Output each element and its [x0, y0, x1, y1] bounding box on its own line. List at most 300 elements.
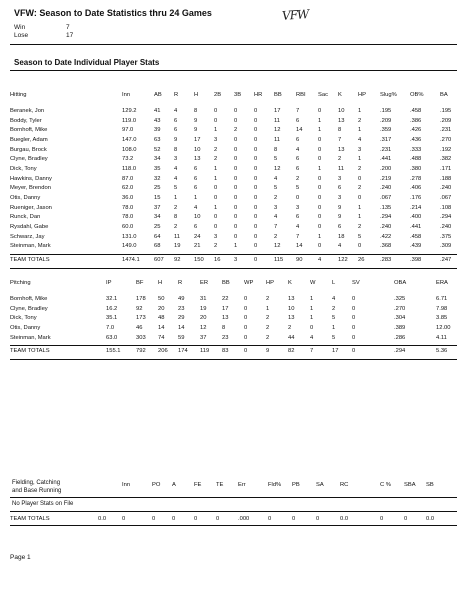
pitching-player-row	[10, 294, 460, 304]
stat-cell: 5	[274, 185, 278, 192]
stat-cell: 1	[310, 295, 314, 302]
stat-cell: 2B	[214, 92, 222, 98]
pitching-end-divider	[10, 359, 457, 360]
row-label: Rysdahl, Gabe	[10, 224, 49, 231]
stat-cell: IP	[106, 280, 112, 286]
stat-cell: 7	[310, 348, 314, 355]
stat-cell: HP	[266, 280, 275, 286]
stat-cell: 21	[194, 243, 201, 250]
stat-cell: 792	[136, 348, 146, 355]
stat-cell: 35	[154, 165, 161, 172]
stat-cell: C %	[380, 482, 391, 488]
stat-cell: 31	[200, 295, 207, 302]
stat-cell: BF	[136, 280, 144, 286]
stat-cell: 11	[274, 136, 281, 143]
stat-cell: .458	[410, 233, 422, 240]
hitting-totals-divider	[10, 254, 457, 255]
stat-cell: 6	[296, 165, 300, 172]
stat-cell: 10	[338, 107, 345, 114]
stat-cell: ERA	[436, 280, 448, 286]
stat-cell: 0.0	[426, 515, 435, 522]
stat-cell: 32.1	[106, 295, 118, 302]
stat-cell: 13	[194, 156, 201, 163]
stat-cell: .278	[410, 175, 422, 182]
stat-cell: 1	[358, 107, 362, 114]
hitting-player-row	[10, 242, 460, 252]
stat-cell: .386	[410, 117, 422, 124]
hitting-player-row	[10, 154, 460, 164]
stat-cell: .135	[380, 204, 392, 211]
stat-cell: 0	[244, 334, 248, 341]
stat-cell: 2	[214, 243, 218, 250]
hitting-player-row	[10, 222, 460, 232]
stat-cell: R	[174, 92, 179, 98]
report-title: VFW: Season to Date Statistics thru 24 Games	[14, 8, 212, 18]
stat-cell: 83	[222, 348, 229, 355]
stat-cell: 4	[174, 107, 178, 114]
stat-cell: 0	[358, 195, 362, 202]
stat-cell: 48	[158, 315, 165, 322]
stat-cell: 2	[214, 156, 218, 163]
stat-cell: 7	[296, 233, 300, 240]
stat-cell: BB	[222, 280, 230, 286]
stat-cell: 0	[214, 117, 218, 124]
stat-cell: .304	[394, 315, 406, 322]
stat-cell: SBA	[404, 482, 416, 488]
pitching-header-row	[10, 276, 460, 290]
stat-cell: 0	[352, 334, 356, 341]
stat-cell: 0	[244, 315, 248, 322]
stat-cell: 0	[404, 515, 408, 522]
stat-cell: .286	[394, 334, 406, 341]
row-label: Schwarz, Jay	[10, 233, 45, 240]
stat-cell: 0	[318, 175, 322, 182]
stat-cell: 2	[266, 324, 270, 331]
row-label: Boddy, Tyler	[10, 117, 42, 124]
stat-cell: 9	[266, 348, 270, 355]
stat-cell: 0	[234, 204, 238, 211]
stat-cell: 0	[254, 224, 258, 231]
stat-cell: 87.0	[122, 175, 134, 182]
stat-cell: 1	[318, 127, 322, 134]
stat-cell: 108.0	[122, 146, 137, 153]
stat-cell: 25	[154, 185, 161, 192]
stat-cell: 3.85	[436, 315, 448, 322]
hitting-player-row	[10, 135, 460, 145]
row-label: Bornhoft, Mike	[10, 295, 48, 302]
stat-cell: 8	[194, 107, 198, 114]
stat-cell: 0	[352, 348, 356, 355]
stat-cell: BA	[440, 92, 448, 98]
fielding-end-divider	[10, 525, 457, 526]
stat-cell: HR	[254, 92, 263, 98]
stat-cell: .382	[440, 156, 452, 163]
row-label: Hawkins, Danny	[10, 175, 52, 182]
stat-cell: 6	[296, 117, 300, 124]
stat-cell: 0	[234, 185, 238, 192]
hitting-player-row	[10, 174, 460, 184]
stat-cell: 52	[154, 146, 161, 153]
stat-cell: 0	[254, 185, 258, 192]
stat-cell: 15	[154, 195, 161, 202]
stat-cell: HP	[358, 92, 367, 98]
stat-cell: 1	[174, 195, 178, 202]
stat-cell: .488	[410, 156, 422, 163]
stat-cell: 0	[172, 515, 176, 522]
stat-cell: .439	[410, 243, 422, 250]
hitting-end-divider	[10, 268, 457, 269]
stat-cell: 4	[358, 136, 362, 143]
stat-cell: 6	[194, 175, 198, 182]
stat-cell: .333	[410, 146, 422, 153]
stat-cell: 1	[266, 305, 270, 312]
stat-cell: AB	[154, 92, 162, 98]
stat-cell: 7	[274, 224, 278, 231]
stat-cell: 0	[234, 195, 238, 202]
stat-cell: .176	[410, 195, 422, 202]
stat-cell: 11	[338, 165, 345, 172]
stat-cell: 0	[234, 175, 238, 182]
stat-cell: .406	[410, 185, 422, 192]
stat-cell: K	[288, 280, 292, 286]
stat-cell: 0.0	[340, 515, 349, 522]
stat-cell: 4	[174, 175, 178, 182]
stat-cell: 5	[358, 233, 362, 240]
row-label: Otis, Danny	[10, 195, 41, 202]
stat-cell: 0	[318, 156, 322, 163]
stat-cell: 3	[214, 136, 218, 143]
stat-cell: 1	[310, 315, 314, 322]
row-label: Buegler, Adam	[10, 136, 48, 143]
stat-cell: 0	[358, 175, 362, 182]
stat-cell: 78.0	[122, 204, 134, 211]
stat-cell: 46	[136, 324, 143, 331]
stat-cell: .426	[410, 127, 422, 134]
stat-cell: 0	[254, 165, 258, 172]
stat-cell: 16	[214, 257, 221, 264]
stat-cell: 1	[194, 195, 198, 202]
stat-cell: .240	[440, 185, 452, 192]
stat-cell: 32	[154, 175, 161, 182]
row-label: Steinman, Mark	[10, 243, 51, 250]
stat-cell: 0	[194, 515, 198, 522]
stat-cell: 41	[154, 107, 161, 114]
stat-cell: 178	[136, 295, 146, 302]
stat-cell: 90	[296, 257, 303, 264]
fielding-header-row	[10, 480, 460, 490]
stat-cell: .195	[380, 107, 392, 114]
stat-cell: 17	[274, 107, 281, 114]
stat-cell: 0	[254, 195, 258, 202]
fielding-totals-values	[10, 514, 460, 524]
row-label: TEAM TOTALS	[10, 348, 50, 355]
stat-cell: 0	[214, 214, 218, 221]
stat-cell: SA	[316, 482, 324, 488]
stat-cell: 0	[254, 146, 258, 153]
row-label	[10, 480, 122, 490]
stat-cell: .209	[440, 117, 452, 124]
stat-cell: 0	[318, 243, 322, 250]
stat-cell: 50	[158, 295, 165, 302]
stat-cell: 1	[358, 204, 362, 211]
hitting-player-row	[10, 145, 460, 155]
stat-cell: 35.1	[106, 315, 118, 322]
stat-cell: 24	[194, 233, 201, 240]
stat-cell: 4	[174, 165, 178, 172]
stat-cell: .067	[380, 195, 392, 202]
stat-cell: Fld%	[268, 482, 282, 488]
stat-cell: 7.0	[106, 324, 115, 331]
stat-cell: 1	[332, 324, 336, 331]
stat-cell: 174	[178, 348, 188, 355]
stat-cell: 10	[194, 214, 201, 221]
stat-cell: 12.00	[436, 324, 451, 331]
row-label: Dick, Tony	[10, 165, 37, 172]
stat-cell: 5	[174, 185, 178, 192]
stat-cell: OBA	[394, 280, 407, 286]
stat-cell: 0	[292, 515, 296, 522]
stat-cell: 0	[318, 107, 322, 114]
stat-cell: 73.2	[122, 156, 134, 163]
stat-cell: 3	[174, 156, 178, 163]
stat-cell: 1	[214, 165, 218, 172]
section-subtitle: Season to Date Individual Player Stats	[14, 58, 160, 67]
stat-cell: 9	[194, 117, 198, 124]
stat-cell: A	[172, 482, 176, 488]
stat-cell: 6	[174, 117, 178, 124]
stat-cell: 6	[194, 224, 198, 231]
stat-cell: 34	[154, 214, 161, 221]
stat-cell: 8	[222, 324, 226, 331]
stat-cell: 44	[288, 334, 295, 341]
stat-cell: 12	[274, 243, 281, 250]
stat-cell: 4	[296, 146, 300, 153]
stat-cell: 4	[332, 295, 336, 302]
stat-cell: .294	[440, 214, 452, 221]
stat-cell: 20	[158, 305, 165, 312]
stat-cell: OB%	[410, 92, 424, 98]
stat-cell: 82	[288, 348, 295, 355]
header-divider	[10, 44, 457, 45]
stat-cell: 2	[266, 315, 270, 322]
stat-cell: RC	[340, 482, 349, 488]
stat-cell: .171	[440, 165, 452, 172]
stat-cell: 0	[234, 214, 238, 221]
stat-cell: 0	[380, 515, 384, 522]
stat-cell: .375	[440, 233, 452, 240]
stat-cell: 14	[296, 243, 303, 250]
pitching-player-row	[10, 333, 460, 343]
stat-cell: 4	[296, 224, 300, 231]
hitting-player-row	[10, 106, 460, 116]
row-label: Rueniger, Jason	[10, 204, 52, 211]
stat-cell: 0	[214, 224, 218, 231]
row-label: Burgau, Brock	[10, 146, 47, 153]
stat-cell: 0	[254, 117, 258, 124]
fielding-label-line-1: Fielding, Catching	[12, 480, 61, 486]
stat-cell: 4.11	[436, 334, 447, 341]
stat-cell: 3	[234, 257, 238, 264]
stat-cell: .389	[394, 324, 406, 331]
stat-cell: 0	[254, 136, 258, 143]
stat-cell: 9	[338, 204, 342, 211]
stat-cell: 0	[352, 295, 356, 302]
stat-cell: 4	[274, 175, 278, 182]
row-label: Bornhoft, Mike	[10, 127, 48, 134]
stat-cell: 8	[274, 146, 278, 153]
stat-cell: 0	[254, 204, 258, 211]
stat-cell: 0	[254, 233, 258, 240]
stat-cell: 122	[338, 257, 348, 264]
stat-cell: 0	[352, 315, 356, 322]
stat-cell: .283	[380, 257, 392, 264]
stat-cell: 13	[338, 117, 345, 124]
stat-cell: 3B	[234, 92, 242, 98]
stat-cell: 0	[234, 107, 238, 114]
hitting-player-row	[10, 125, 460, 135]
stat-cell: 3	[296, 204, 300, 211]
stat-cell: BB	[274, 92, 282, 98]
stat-cell: 14	[296, 127, 303, 134]
stat-cell: 10	[288, 305, 295, 312]
stat-cell: 0	[318, 195, 322, 202]
row-label: TEAM TOTALS	[10, 257, 50, 264]
stat-cell: .192	[440, 146, 452, 153]
stat-cell: 0	[254, 107, 258, 114]
stat-cell: 4	[274, 214, 278, 221]
stat-cell: .359	[380, 127, 392, 134]
stat-cell: 9	[194, 127, 198, 134]
stat-cell: 131.0	[122, 233, 137, 240]
lose-value: 17	[66, 32, 74, 39]
stat-cell: H	[158, 280, 163, 286]
stat-cell: .294	[380, 214, 392, 221]
stat-cell: 0	[318, 136, 322, 143]
stat-cell: 1	[318, 165, 322, 172]
stat-cell: 97.0	[122, 127, 134, 134]
stat-cell: .380	[410, 165, 422, 172]
stat-cell: 1	[318, 233, 322, 240]
stat-cell: 0	[352, 305, 356, 312]
stat-cell: 0	[244, 295, 248, 302]
stat-cell: PO	[152, 482, 161, 488]
stat-cell: 6.71	[436, 295, 448, 302]
win-label: Win	[14, 24, 26, 31]
stat-cell: 1	[310, 305, 314, 312]
stat-cell: 0	[254, 243, 258, 250]
stat-cell: 78.0	[122, 214, 134, 221]
stat-cell: 0	[316, 515, 320, 522]
stat-cell: .188	[440, 175, 452, 182]
stat-cell: 147.0	[122, 136, 137, 143]
stat-cell: .240	[440, 224, 452, 231]
hitting-player-row	[10, 213, 460, 223]
stat-cell: 18	[338, 233, 345, 240]
stat-cell: 0	[254, 156, 258, 163]
stat-cell: .317	[380, 136, 392, 143]
stat-cell: 2	[338, 156, 342, 163]
stat-cell: 10	[194, 146, 201, 153]
stat-cell: ER	[200, 280, 209, 286]
stat-cell: 173	[136, 315, 146, 322]
stat-cell: 14	[158, 324, 165, 331]
stat-cell: 14	[178, 324, 185, 331]
page-number: Page 1	[10, 554, 31, 561]
stat-cell: Err	[238, 482, 246, 488]
stat-cell: 4	[338, 243, 342, 250]
stat-cell: 115	[274, 257, 284, 264]
pitching-totals-row	[10, 346, 460, 356]
fielding-column-headers	[10, 480, 460, 490]
stat-cell: 92	[174, 257, 181, 264]
stat-cell: 150	[194, 257, 204, 264]
stat-cell: 3	[338, 175, 342, 182]
stat-cell: .441	[380, 156, 392, 163]
stat-cell: 11	[274, 117, 281, 124]
stat-cell: .231	[380, 146, 392, 153]
stat-cell: .000	[238, 515, 250, 522]
stat-cell: 12	[200, 324, 207, 331]
stat-cell: 12	[274, 127, 281, 134]
stat-cell: 0	[244, 348, 248, 355]
stat-cell: .294	[394, 348, 406, 355]
stat-cell: 22	[222, 295, 229, 302]
fielding-totals-row	[10, 514, 460, 524]
stat-cell: Sac	[318, 92, 328, 98]
stat-cell: 0	[234, 156, 238, 163]
stat-cell: 92	[136, 305, 143, 312]
stat-cell: 0	[234, 146, 238, 153]
stat-cell: 9	[338, 214, 342, 221]
stat-cell: 17	[194, 136, 201, 143]
stat-cell: 2	[214, 146, 218, 153]
stat-cell: 6	[194, 185, 198, 192]
stat-cell: 1	[214, 127, 218, 134]
row-label: TEAM TOTALS	[10, 515, 50, 522]
stat-cell: 17	[222, 305, 229, 312]
stat-cell: 29	[178, 315, 185, 322]
stat-cell: 8	[174, 146, 178, 153]
stat-cell: 2	[274, 233, 278, 240]
stat-cell: Slug%	[380, 92, 397, 98]
stat-cell: 16.2	[106, 305, 118, 312]
stat-cell: .240	[380, 224, 392, 231]
stat-cell: .325	[394, 295, 406, 302]
stat-cell: 4	[194, 204, 198, 211]
stat-cell: 1	[214, 204, 218, 211]
row-label: Dick, Tony	[10, 315, 37, 322]
stat-cell: 129.2	[122, 107, 137, 114]
stat-cell: 5	[274, 156, 278, 163]
stat-cell: .436	[410, 136, 422, 143]
stat-cell: 12	[274, 165, 281, 172]
stat-cell: 119.0	[122, 117, 137, 124]
pitching-player-row	[10, 304, 460, 314]
stat-cell: 4	[310, 334, 314, 341]
hitting-player-row	[10, 203, 460, 213]
hitting-table	[10, 88, 460, 265]
stat-cell: PB	[292, 482, 300, 488]
stat-cell: 2	[296, 175, 300, 182]
hitting-player-row	[10, 232, 460, 242]
stat-cell: 7	[296, 107, 300, 114]
stat-cell: 1	[318, 117, 322, 124]
stat-cell: 23	[222, 334, 229, 341]
pitching-player-row	[10, 323, 460, 333]
stat-cell: .400	[410, 214, 422, 221]
stat-cell: FE	[194, 482, 202, 488]
stat-cell: 0	[352, 324, 356, 331]
